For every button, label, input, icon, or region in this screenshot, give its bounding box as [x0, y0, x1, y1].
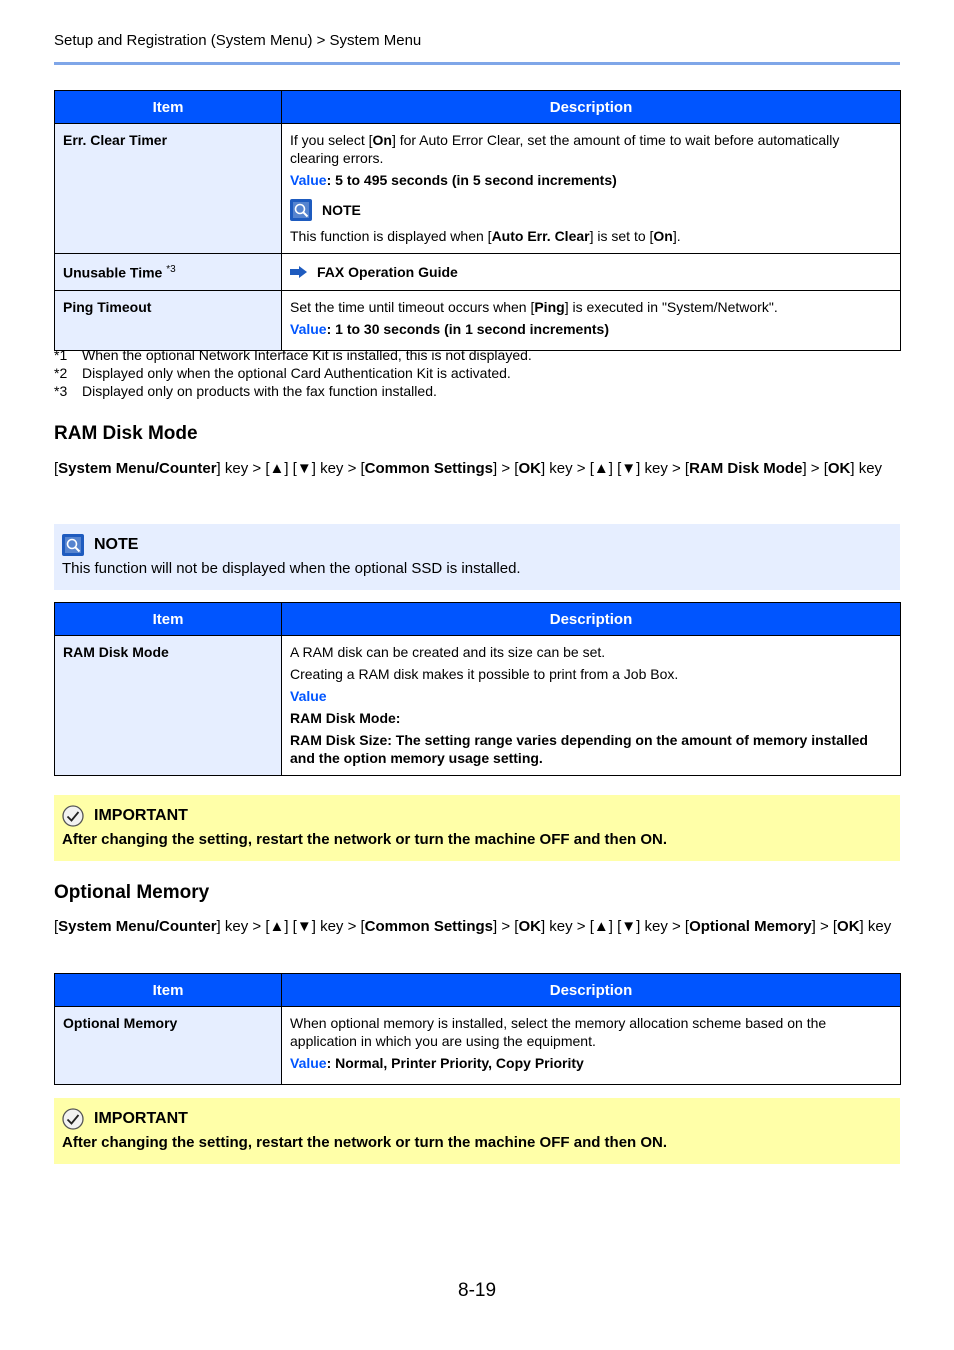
check-circle-icon	[62, 805, 84, 827]
item-cell: Err. Clear Timer	[55, 124, 282, 254]
table-row	[55, 254, 901, 291]
value-line: Value: 1 to 30 seconds (in 1 second increments)	[290, 320, 610, 337]
column-header-item: Item	[55, 974, 282, 1007]
description-cell	[282, 1007, 901, 1085]
column-header-item: Item	[55, 603, 282, 636]
description-text: If you select [On] for Auto Error Clear, set the amount of time to wait before automatically clearing errors.	[290, 132, 840, 166]
note-heading	[290, 199, 892, 221]
description-text: Creating a RAM disk makes it possible to print from a Job Box.	[290, 666, 679, 682]
table-row	[55, 290, 901, 350]
value-label: Value	[290, 172, 327, 188]
description-cell	[282, 290, 901, 350]
description-cell	[282, 254, 901, 291]
note-box	[54, 524, 900, 590]
check-circle-icon	[62, 1108, 84, 1130]
important-heading: IMPORTANT	[62, 805, 892, 827]
table-row	[55, 1007, 901, 1085]
breadcrumb: Setup and Registration (System Menu) > System Menu	[54, 32, 422, 49]
note-icon	[62, 534, 84, 556]
note-icon	[290, 199, 312, 221]
important-box	[54, 1098, 900, 1164]
footnote-ref: *3	[166, 264, 176, 275]
item-cell: Ping Timeout	[55, 290, 282, 350]
description-cell	[282, 636, 901, 776]
item-cell: Unusable Time $^{*3}$	[55, 254, 282, 291]
value-label: Value	[290, 688, 327, 704]
settings-table-ram	[54, 602, 901, 776]
column-header-description: Description	[282, 91, 901, 124]
menu-path: [System Menu/Counter] key > [▲] [▼] key > [Common Settings] > [OK] key > [▲] [▼] key > [RAM Disk Mode] > [OK] key	[54, 460, 883, 477]
important-text: After changing the setting, restart the network or turn the machine OFF and then ON.	[62, 1134, 668, 1151]
value-text: RAM Disk Size: The setting range varies depending on the amount of memory installed and the option memory usage setting.	[290, 732, 868, 766]
header-divider	[54, 62, 900, 65]
description-text: Set the time until timeout occurs when [Ping] is executed in "System/Network".	[290, 298, 778, 315]
item-cell: RAM Disk Mode	[55, 636, 282, 776]
value-line: Value: 5 to 495 seconds (in 5 second increments)	[290, 172, 617, 188]
table-row	[55, 636, 901, 776]
section-title-optional-memory: Optional Memory	[54, 882, 210, 903]
note-heading: NOTE	[62, 534, 892, 556]
important-text: After changing the setting, restart the network or turn the machine OFF and then ON.	[62, 831, 668, 848]
important-box	[54, 795, 900, 861]
column-header-description: Description	[282, 974, 901, 1007]
item-cell: Optional Memory	[55, 1007, 282, 1085]
value-label: Value	[290, 320, 327, 337]
value-line: Value: Normal, Printer Priority, Copy Priority	[290, 1055, 584, 1071]
column-header-description: Description	[282, 603, 901, 636]
description-text: A RAM disk can be created and its size can be set.	[290, 644, 606, 660]
note-text: This function will not be displayed when the optional SSD is installed.	[62, 560, 521, 577]
description-cell	[282, 124, 901, 254]
footnote: *2 Displayed only when the optional Card Authentication Kit is activated.	[54, 365, 511, 381]
footnotes	[54, 346, 532, 400]
note-title: NOTE	[322, 202, 361, 218]
value-text: RAM Disk Mode:	[290, 710, 401, 726]
description-text: When optional memory is installed, select the memory allocation scheme based on the application in which you are using the equipment.	[290, 1015, 827, 1049]
settings-table-1	[54, 90, 901, 351]
value-label: Value	[290, 1055, 327, 1071]
cross-reference-link[interactable]: FAX Operation Guide	[290, 263, 892, 281]
page-number: 8-19	[458, 1280, 497, 1301]
menu-path: [System Menu/Counter] key > [▲] [▼] key > [Common Settings] > [OK] key > [▲] [▼] key > [Optional Memory] > [OK] key	[54, 918, 892, 935]
table-row	[55, 124, 901, 254]
arrow-right-icon	[290, 266, 308, 278]
section-title-ram-disk-mode: RAM Disk Mode	[54, 423, 198, 444]
column-header-item: Item	[55, 91, 282, 124]
settings-table-optional-memory	[54, 973, 901, 1085]
footnote: *3 Displayed only on products with the fax function installed.	[54, 383, 437, 399]
important-heading: IMPORTANT	[62, 1108, 892, 1130]
footnote: *1 When the optional Network Interface Kit is installed, this is not displayed.	[54, 347, 532, 363]
note-text: This function is displayed when [Auto Err. Clear] is set to [On].	[290, 228, 681, 244]
